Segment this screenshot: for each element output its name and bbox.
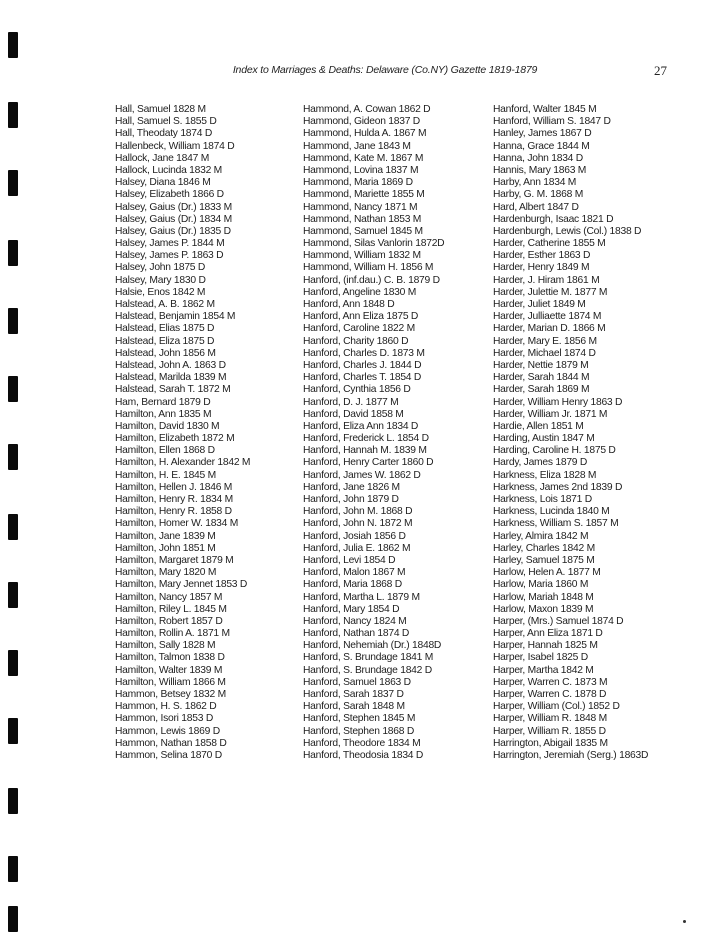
index-entry: Hanford, Theodore 1834 M	[303, 737, 421, 749]
index-entry: Harper, Martha 1842 M	[493, 664, 594, 676]
index-entry: Harder, Mary E. 1856 M	[493, 335, 597, 347]
index-entry: Halsey, James P. 1844 M	[115, 238, 225, 250]
index-entry: Hamilton, Elizabeth 1872 M	[115, 433, 235, 445]
index-entry: Hammond, Silas Vanlorin 1872D	[303, 238, 445, 250]
index-entry: Harper, (Mrs.) Samuel 1874 D	[493, 615, 624, 627]
index-entry: Ham, Bernard 1879 D	[115, 396, 211, 408]
index-entry: Hanford, S. Brundage 1842 D	[303, 664, 432, 676]
index-entry: Halsey, James P. 1863 D	[115, 250, 224, 262]
index-entry: Hamilton, Robert 1857 D	[115, 615, 223, 627]
index-entry: Hamilton, William 1866 M	[115, 676, 226, 688]
index-entry: Hanford, Hannah M. 1839 M	[303, 445, 427, 457]
index-entry: Hanford, Nehemiah (Dr.) 1848D	[303, 640, 442, 652]
index-entry: Hanford, Theodosia 1834 D	[303, 749, 424, 761]
index-entry: Harder, Esther 1863 D	[493, 250, 591, 262]
index-entry: Hammon, Selina 1870 D	[115, 749, 222, 761]
index-entry: Hammond, Gideon 1837 D	[303, 116, 420, 128]
index-entry: Halsey, Gaius (Dr.) 1834 M	[115, 213, 232, 225]
index-entry: Harder, Sarah 1869 M	[493, 384, 590, 396]
index-entry: Hammon, Isori 1853 D	[115, 713, 214, 725]
index-entry: Hammond, Kate M. 1867 M	[303, 152, 424, 164]
index-entry: Hammond, A. Cowan 1862 D	[303, 104, 431, 115]
punch-mark	[8, 718, 18, 744]
index-entry: Harby, G. M. 1868 M	[493, 189, 584, 201]
index-entry: Hamilton, H. E. 1845 M	[115, 469, 216, 481]
index-entry: Hall, Theodaty 1874 D	[115, 128, 213, 140]
index-entry: Hamilton, John 1851 M	[115, 542, 216, 554]
index-entry: Hanna, John 1834 D	[493, 152, 583, 164]
index-entry: Hanford, S. Brundage 1841 M	[303, 652, 434, 664]
index-entry: Hanford, Angeline 1830 M	[303, 286, 417, 298]
index-entry: Hallock, Jane 1847 M	[115, 152, 210, 164]
index-entry: Hamilton, Henry R. 1834 M	[115, 494, 233, 505]
index-entry: Harper, Warren C. 1878 D	[493, 689, 607, 700]
index-entry: Hallenbeck, William 1874 D	[115, 140, 235, 152]
index-entry: Hanford, Eliza Ann 1834 D	[303, 420, 419, 432]
index-entry: Harper, William R. 1848 M	[493, 713, 607, 725]
punch-mark	[8, 582, 18, 608]
index-entry: Harder, Marian D. 1866 M	[493, 323, 606, 335]
index-entry: Halstead, A. B. 1862 M	[115, 299, 215, 310]
index-entry: Harder, Julliaette 1874 M	[493, 311, 602, 323]
index-entry: Hanford, Charity 1860 D	[303, 335, 409, 347]
index-entry: Hamilton, Homer W. 1834 M	[115, 518, 239, 530]
index-entry: Halstead, John 1856 M	[115, 347, 216, 359]
index-entry: Harder, Sarah 1844 M	[493, 372, 590, 384]
index-entry: Hamilton, Ann 1835 M	[115, 408, 212, 420]
punch-mark	[8, 102, 18, 128]
punch-mark	[8, 444, 18, 470]
index-entry: Harkness, James 2nd 1839 D	[493, 481, 623, 493]
index-entry: Halsey, Elizabeth 1866 D	[115, 189, 224, 201]
index-entry: Hanford, John N. 1872 M	[303, 518, 413, 530]
index-entry: Hanford, John M. 1868 D	[303, 506, 413, 518]
page-number: 27	[654, 63, 667, 78]
index-entry: Hammond, William H. 1856 M	[303, 262, 434, 274]
index-entry: Harder, Nettie 1879 M	[493, 359, 589, 371]
index-entry: Halstead, Sarah T. 1872 M	[115, 384, 231, 396]
index-entry: Hannis, Mary 1863 M	[493, 164, 587, 176]
index-entry: Hardenburgh, Isaac 1821 D	[493, 213, 614, 225]
index-entry: Hanford, Sarah 1848 M	[303, 701, 405, 713]
index-entry: Harrington, Abigail 1835 M	[493, 737, 608, 749]
index-entry: Hammond, Hulda A. 1867 M	[303, 128, 427, 140]
index-entry: Hanford, Julia E. 1862 M	[303, 542, 411, 554]
index-entry: Harlow, Mariah 1848 M	[493, 591, 594, 603]
index-entry: Harby, Ann 1834 M	[493, 177, 577, 189]
punch-mark	[8, 376, 18, 402]
index-entry: Harlow, Helen A. 1877 M	[493, 567, 601, 579]
index-entry: Hard, Albert 1847 D	[493, 201, 579, 213]
index-entry: Hammond, Lovina 1837 M	[303, 164, 419, 176]
index-entry: Hammon, Nathan 1858 D	[115, 737, 227, 749]
index-entry: Hanford, Maria 1868 D	[303, 579, 402, 591]
index-entry: Hammond, Nathan 1853 M	[303, 213, 422, 225]
index-entry: Hanford, Charles J. 1844 D	[303, 359, 422, 371]
index-entry: Halsey, John 1875 D	[115, 262, 206, 274]
index-entry: Hamilton, David 1830 M	[115, 420, 220, 432]
index-entry: Halsie, Enos 1842 M	[115, 286, 206, 298]
punch-mark	[8, 240, 18, 266]
index-entry: Hammond, Nancy 1871 M	[303, 201, 418, 213]
index-entry: Hanford, (inf.dau.) C. B. 1879 D	[303, 274, 440, 286]
index-entry: Halsey, Gaius (Dr.) 1833 M	[115, 201, 232, 213]
index-entry: Hamilton, Hellen J. 1846 M	[115, 481, 233, 493]
index-entry: Harper, Hannah 1825 M	[493, 640, 598, 652]
index-entry: Hammond, William 1832 M	[303, 250, 421, 262]
index-entry: Harder, William Jr. 1871 M	[493, 408, 608, 420]
index-entry: Hanford, Charles D. 1873 M	[303, 347, 425, 359]
punch-mark	[8, 32, 18, 58]
index-entry: Hamilton, Walter 1839 M	[115, 664, 223, 676]
index-entry: Hamilton, Mary Jennet 1853 D	[115, 579, 248, 591]
index-entry: Harper, Isabel 1825 D	[493, 652, 588, 664]
index-entry: Hamilton, Mary 1820 M	[115, 567, 217, 579]
index-entry: Halstead, Benjamin 1854 M	[115, 311, 236, 323]
index-entry: Hamilton, Margaret 1879 M	[115, 554, 234, 566]
index-entry: Harder, Michael 1874 D	[493, 347, 596, 359]
index-entry: Harper, Ann Eliza 1871 D	[493, 628, 603, 640]
index-entry: Harley, Samuel 1875 M	[493, 554, 595, 566]
index-entry: Harlow, Maria 1860 M	[493, 579, 589, 591]
index-entry: Hanford, Henry Carter 1860 D	[303, 457, 434, 469]
index-entry: Hanford, Frederick L. 1854 D	[303, 433, 429, 445]
index-column-2	[303, 104, 444, 762]
index-entry: Harper, William R. 1855 D	[493, 725, 606, 737]
index-entry: Hanford, D. J. 1877 M	[303, 396, 399, 408]
index-entry: Hanna, Grace 1844 M	[493, 140, 590, 152]
index-entry: Halstead, Elias 1875 D	[115, 323, 215, 335]
index-entry: Hammon, Lewis 1869 D	[115, 725, 220, 737]
page-header-title: Index to Marriages & Deaths: Delaware (Co.NY) Gazette 1819-1879	[232, 64, 538, 76]
punch-mark	[8, 650, 18, 676]
index-entry: Halstead, Marilda 1839 M	[115, 372, 227, 384]
index-entry: Harrington, Jeremiah (Serg.) 1863D	[493, 749, 649, 761]
index-entry: Hanford, Josiah 1856 D	[303, 530, 406, 542]
index-entry: Harding, Caroline H. 1875 D	[493, 445, 616, 457]
index-entry: Hamilton, Nancy 1857 M	[115, 591, 223, 603]
index-entry: Halstead, Eliza 1875 D	[115, 335, 215, 347]
punch-mark	[8, 856, 18, 882]
index-entry: Harder, Catherine 1855 M	[493, 238, 606, 250]
index-entry: Hammond, Jane 1843 M	[303, 140, 411, 152]
punch-mark	[8, 788, 18, 814]
index-entry: Hammond, Mariette 1855 M	[303, 189, 425, 201]
index-entry: Hanford, Ann 1848 D	[303, 299, 395, 310]
index-entry: Harder, Juliet 1849 M	[493, 299, 586, 310]
index-entry: Hanford, Martha L. 1879 M	[303, 591, 420, 603]
index-entry: Hanford, Jane 1826 M	[303, 481, 400, 493]
index-entry: Harper, Warren C. 1873 M	[493, 676, 608, 688]
index-entry: Hanford, Walter 1845 M	[493, 104, 597, 115]
index-entry: Hallock, Lucinda 1832 M	[115, 164, 223, 176]
index-entry: Hanford, William S. 1847 D	[493, 116, 611, 128]
index-entry: Harkness, Lucinda 1840 M	[493, 506, 610, 518]
punch-mark	[8, 170, 18, 196]
index-entry: Hanford, Malon 1867 M	[303, 567, 406, 579]
index-entry: Hanford, Charles T. 1854 D	[303, 372, 422, 384]
index-entry: Hanford, David 1858 M	[303, 408, 404, 420]
index-entry: Harder, William Henry 1863 D	[493, 396, 623, 408]
index-entry: Hanford, Stephen 1845 M	[303, 713, 416, 725]
index-entry: Hanford, Samuel 1863 D	[303, 676, 411, 688]
punch-mark	[8, 308, 18, 334]
punch-mark	[8, 514, 18, 540]
index-entry: Harper, William (Col.) 1852 D	[493, 701, 620, 713]
index-entry: Hardie, Allen 1851 M	[493, 420, 584, 432]
index-entry: Hanford, Nathan 1874 D	[303, 628, 410, 640]
index-entry: Hall, Samuel S. 1855 D	[115, 116, 217, 128]
index-entry: Hanford, John 1879 D	[303, 494, 399, 505]
index-entry: Harkness, Lois 1871 D	[493, 494, 592, 505]
index-entry: Halsey, Mary 1830 D	[115, 274, 206, 286]
index-entry: Hamilton, Henry R. 1858 D	[115, 506, 232, 518]
index-entry: Hanley, James 1867 D	[493, 128, 592, 140]
punch-mark	[8, 906, 18, 932]
index-entry: Hanford, Caroline 1822 M	[303, 323, 415, 335]
index-entry: Hanford, James W. 1862 D	[303, 469, 421, 481]
index-entry: Hanford, Cynthia 1856 D	[303, 384, 411, 396]
index-entry: Hanford, Ann Eliza 1875 D	[303, 311, 419, 323]
index-entry: Hardy, James 1879 D	[493, 457, 588, 469]
index-entry: Harley, Charles 1842 M	[493, 542, 595, 554]
index-entry: Harlow, Maxon 1839 M	[493, 603, 594, 615]
index-entry: Harder, Henry 1849 M	[493, 262, 590, 274]
index-entry: Halstead, John A. 1863 D	[115, 359, 226, 371]
index-entry: Hammon, H. S. 1862 D	[115, 701, 217, 713]
index-entry: Halsey, Gaius (Dr.) 1835 D	[115, 225, 231, 237]
index-column-3	[493, 104, 648, 762]
index-entry: Harder, Julettie M. 1877 M	[493, 286, 608, 298]
index-entry: Hardenburgh, Lewis (Col.) 1838 D	[493, 225, 642, 237]
index-entry: Hanford, Levi 1854 D	[303, 554, 396, 566]
index-entry: Hamilton, Riley L. 1845 M	[115, 603, 227, 615]
index-entry: Harley, Almira 1842 M	[493, 530, 589, 542]
index-entry: Hamilton, Sally 1828 M	[115, 640, 216, 652]
index-entry: Hanford, Mary 1854 D	[303, 603, 400, 615]
index-entry: Hamilton, H. Alexander 1842 M	[115, 457, 251, 469]
index-entry: Hammond, Maria 1869 D	[303, 177, 413, 189]
scan-speck	[683, 920, 686, 923]
index-entry: Hamilton, Ellen 1868 D	[115, 445, 215, 457]
index-entry: Hamilton, Jane 1839 M	[115, 530, 216, 542]
index-entry: Harder, J. Hiram 1861 M	[493, 274, 600, 286]
index-entry: Harding, Austin 1847 M	[493, 433, 595, 445]
index-entry: Hanford, Stephen 1868 D	[303, 725, 415, 737]
index-entry: Hanford, Sarah 1837 D	[303, 689, 404, 700]
index-entry: Hall, Samuel 1828 M	[115, 104, 206, 115]
index-entry: Halsey, Diana 1846 M	[115, 177, 211, 189]
index-entry: Harkness, William S. 1857 M	[493, 518, 619, 530]
index-entry: Hammond, Samuel 1845 M	[303, 225, 423, 237]
index-entry: Hammon, Betsey 1832 M	[115, 689, 226, 700]
index-entry: Hamilton, Talmon 1838 D	[115, 652, 225, 664]
index-entry: Hamilton, Rollin A. 1871 M	[115, 628, 230, 640]
index-column-1	[115, 104, 250, 762]
index-entry: Hanford, Nancy 1824 M	[303, 615, 407, 627]
index-entry: Harkness, Eliza 1828 M	[493, 469, 597, 481]
